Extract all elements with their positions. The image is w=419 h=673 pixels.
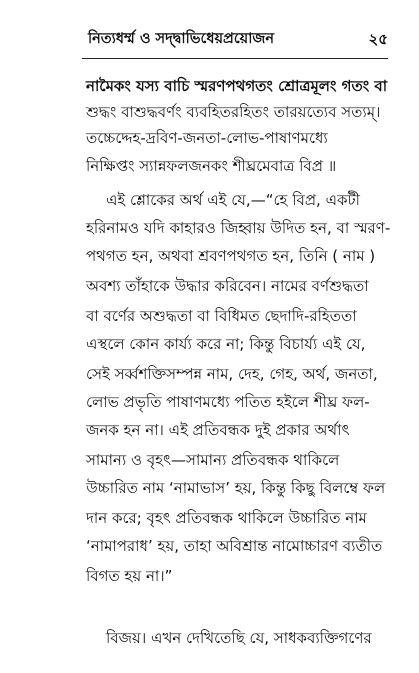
paragraph-line-6: এস্থলে কোন কার্য্য করে না; কিন্তু বিচার্য্য এই যে, <box>86 335 366 353</box>
paragraph-line-7: সেই সর্ব্বশক্তিসম্পন্ন নাম, দেহ, গেহ, অর্থ, জনতা, <box>86 365 378 383</box>
paragraph-line-10: সামান্য ও বৃহৎ—সামান্য প্রতিবন্ধক থাকিলে <box>86 451 340 469</box>
paragraph-line-1: এই শ্লোকের অর্থ এই যে,—“হে বিপ্র, একটী <box>106 191 360 209</box>
paragraph-line-4: অবশ্য তাঁহাকে উদ্ধার করিবেন। নামের বর্ণশুদ্ধতা <box>86 277 369 295</box>
verse-line-3: তচ্চেদ্দেহ-দ্রবিণ-জনতা-লোভ-পাষাণমধ্যে <box>86 129 328 147</box>
chapter-header-title: নিত্যধর্ম্ম ও সদ্দ্বাভিধেয়প্রয়োজন <box>88 31 275 47</box>
verse-line-4: নিক্ষিপ্তং স্যান্নফলজনকং শীঘ্রমেবাত্র বিপ্র ॥ <box>86 157 337 175</box>
paragraph-line-13: ‘নামাপরাধ’ হয়, তাহা অবিশ্রান্ত নামোচ্চারণ ব্যতীত <box>86 537 383 555</box>
paragraph-line-8: লোভ প্রভৃতি পাষাণমধ্যে পতিত হইলে শীঘ্র ফল- <box>86 393 370 411</box>
paragraph-line-2: হরিনামও যদি কাহারও জিহ্বায় উদিত হন, বা স্মরণ- <box>86 219 391 237</box>
paragraph-line-14: বিগত হয় না।” <box>86 567 173 585</box>
verse-line-2: শুদ্ধং বাশুদ্ধবর্ণং ব্যবহিতরহিতং তারয়ত্যেব সত্যম্। <box>86 103 381 121</box>
paragraph-line-9: জনক হন না। এই প্রতিবন্ধক দুই প্রকার অর্থাৎ <box>86 421 350 439</box>
verse-line-1: নামৈকং যস্য বাচি স্মরণপথগতং শ্রোত্রমূলং গতং বা <box>86 77 388 95</box>
header-divider <box>82 58 388 59</box>
page-number: ২৫ <box>368 30 388 48</box>
paragraph-line-5: বা বর্ণের অশুদ্ধতা বা বিধিমত ছেদাদি-রহিততা <box>86 307 357 325</box>
paragraph-line-12: দান করে; বৃহৎ প্রতিবন্ধক থাকিলে উচ্চারিত নাম <box>86 509 367 527</box>
paragraph-line-11: উচ্চারিত নাম ‘নামাভাস’ হয়, কিন্তু কিছু বিলম্বে ফল <box>86 479 386 497</box>
next-paragraph-line: বিজয়। এখন দেখিতেছি যে, সাধকব্যক্তিগণের <box>106 629 372 647</box>
running-header <box>88 28 388 58</box>
paragraph-line-3: পথগত হন, অথবা শ্রবণপথগত হন, তিনি ( নাম ) <box>86 247 376 265</box>
